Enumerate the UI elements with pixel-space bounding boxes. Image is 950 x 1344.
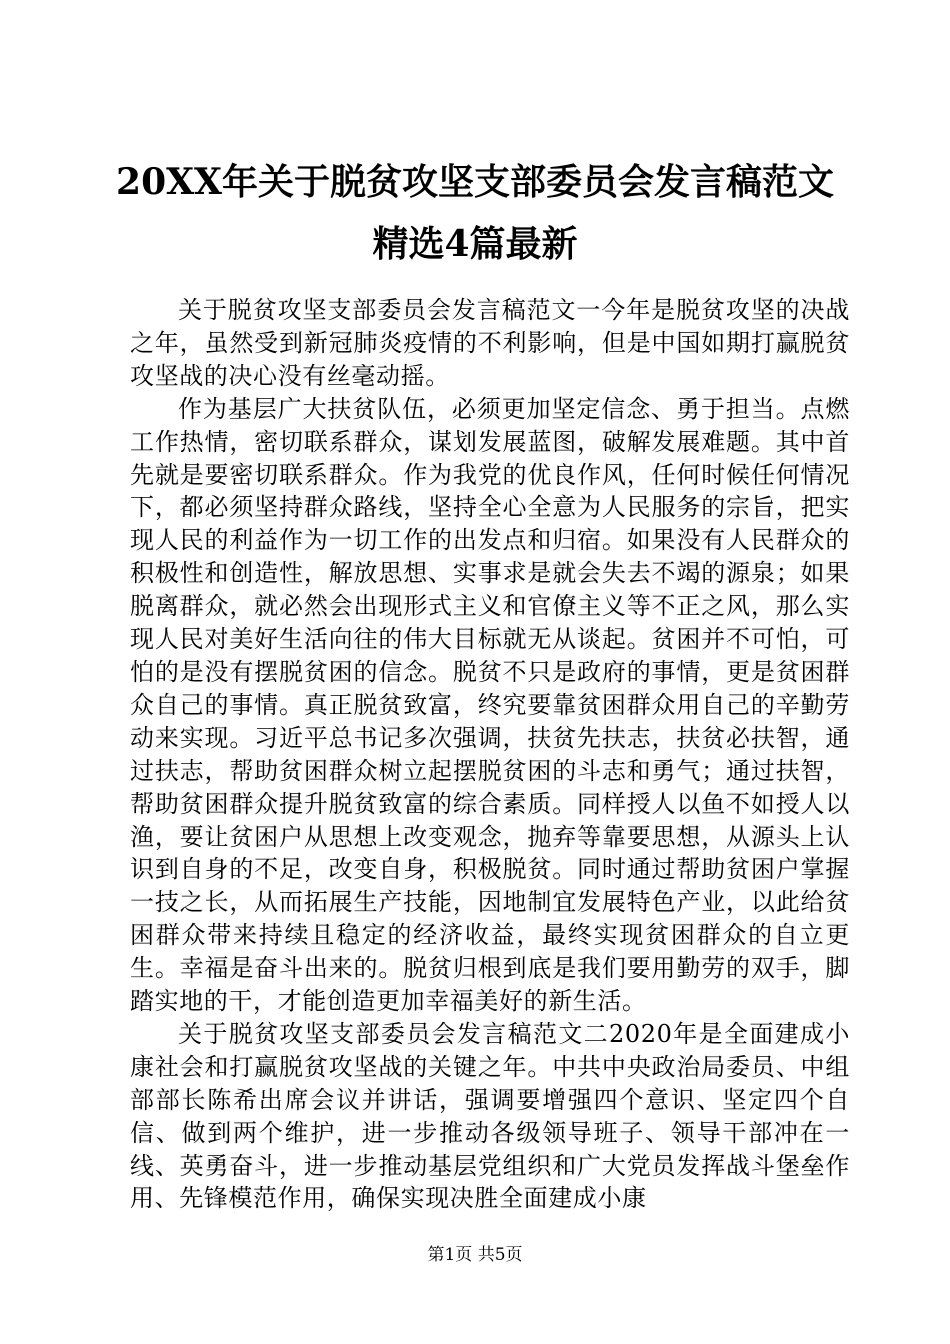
page-number-footer: 第1页 共5页 <box>427 1245 523 1265</box>
document-body <box>130 294 850 1215</box>
paragraph-1: 关于脱贫攻坚支部委员会发言稿范文一今年是脱贫攻坚的决战之年，虽然受到新冠肺炎疫情的不利影响，但是中国如期打赢脱贫攻坚战的决心没有丝毫动摇。 <box>130 296 850 390</box>
document-title-line-1: 20XX年关于脱贫攻坚支部委员会发言稿范文 <box>116 161 834 203</box>
paragraph-3: 关于脱贫攻坚支部委员会发言稿范文二2020年是全面建成小康社会和打赢脱贫攻坚战的关键之年。中共中央政治局委员、中组部部长陈希出席会议并讲话，强调要增强四个意识、坚定四个自信、做到两个维护，进一步推动各级领导班子、领导干部冲在一线、英勇奋斗，进一步推动基层党组织和广大党员发挥战斗堡垒作用、先锋模范作用，确保实现决胜全面建成小康 <box>130 1019 850 1213</box>
paragraph-2: 作为基层广大扶贫队伍，必须更加坚定信念、勇于担当。点燃工作热情，密切联系群众，谋划发展蓝图，破解发展难题。其中首先就是要密切联系群众。作为我党的优良作风，任何时候任何情况下，都必须坚持群众路线，坚持全心全意为人民服务的宗旨，把实现人民的利益作为一切工作的出发点和归宿。如果没有人民群众的积极性和创造性，解放思想、实事求是就会失去不竭的源泉；如果脱离群众，就必然会出现形式主义和官僚主义等不正之风，那么实现人民对美好生活向往的伟大目标就无从谈起。贫困并不可怕，可怕的是没有摆脱贫困的信念。脱贫不只是政府的事情，更是贫困群众自己的事情。真正脱贫致富，终究要靠贫困群众用自己的辛勤劳动来实现。习近平总书记多次强调，扶贫先扶志，扶贫必扶智，通过扶志，帮助贫困群众树立起摆脱贫困的斗志和勇气；通过扶智，帮助贫困群众提升脱贫致富的综合素质。同样授人以鱼不如授人以渔，要让贫困户从思想上改变观念，抛弃等靠要思想，从源头上认识到自身的不足，改变自身，积极脱贫。同时通过帮助贫困户掌握一技之长，从而拓展生产技能，因地制宜发展特色产业，以此给贫困群众带来持续且稳定的经济收益，最终实现贫困群众的自立更生。幸福是奋斗出来的。脱贫归根到底是我们要用勤劳的双手，脚踏实地的干，才能创造更加幸福美好的新生活。 <box>130 394 850 1016</box>
document-title-line-2: 精选4篇最新 <box>372 223 578 265</box>
